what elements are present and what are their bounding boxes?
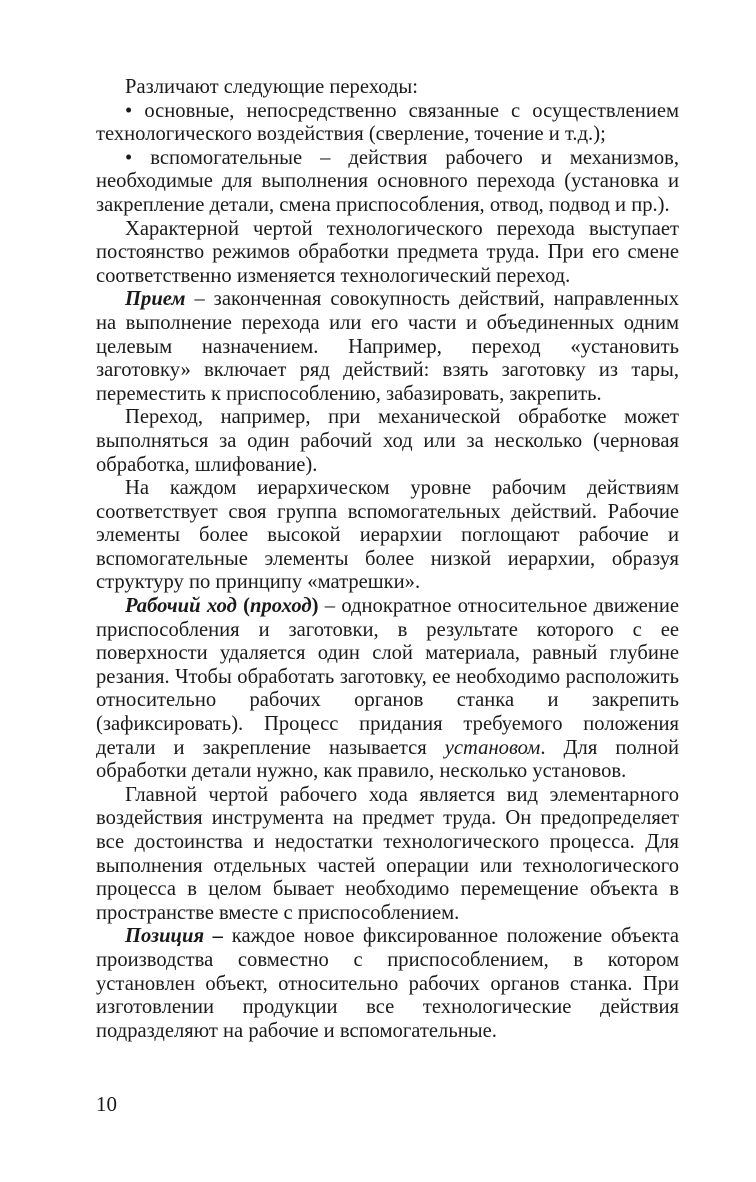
list-item-auxiliary	[96, 147, 679, 218]
bullet-icon: •	[125, 146, 133, 169]
paragraph-transition-feature: Характерной чертой технологического перехода выступает постоянство режимов обработки предмета труда. При его смене соответственно изменяется технологический переход.	[96, 217, 679, 287]
term-setup: установом	[444, 736, 541, 759]
term-priem: Прием	[125, 288, 186, 311]
paragraph-hierarchy: На каждом иерархическом уровне рабочим действиям соответствует своя группа вспомогательных действий. Рабочие элементы более высокой иерархии поглощают рабочие и вспомогательные элементы более низкой иерархии, образуя структуру по принципу «матрешки».	[96, 477, 679, 594]
term-pass: проход	[249, 595, 312, 618]
page-body	[96, 76, 679, 1043]
paragraph-working-stroke-text: – однократное относительное движение приспособления и заготовки, в результате которого с ее поверхности удаляется один слой материала, равный глубине резания. Чтобы обработать заготовку, ее необходимо расположить относительно рабочих органов станка и закрепить (зафиксировать). Процесс придания требуемого положения детали и закрепление называется	[96, 595, 679, 759]
list-item-auxiliary-text: вспомогательные – действия рабочего и механизмов, необходимые для выполнения основного перехода (установка и закрепление детали, смена приспособления, отвод, подвод и пр.).	[96, 146, 679, 216]
paren-close: )	[311, 595, 319, 618]
paragraph-intro: Различают следующие переходы:	[125, 76, 418, 98]
term-working-stroke: Рабочий ход	[125, 595, 237, 618]
list-item-main	[96, 100, 679, 147]
paragraph-position-text: каждое новое фиксированное положение объекта производства совместно с приспособлением, в котором установлен объект, относительно рабочих органов станка. При изготовлении продукции все технологические действия подразделяют на рабочие и вспомогательные.	[96, 925, 680, 1042]
term-position: Позиция –	[125, 925, 224, 948]
paragraph-transition-example: Переход, например, при механической обработке может выполняться за один рабочий ход или за несколько (черновая обработка, шлифование).	[96, 406, 679, 476]
list-item-main-text: основные, непосредственно связанные с осуществлением технологического воздействия (сверление, точение и т.д.);	[96, 99, 679, 146]
paragraph-working-stroke	[96, 595, 679, 784]
paragraph-priem-text: – законченная совокупность действий, направленных на выполнение перехода или его части и объединенных одним целевым назначением. Например, переход «установить заготовку» включает ряд действий: взять заготовку из тары, переместить к приспособлению, забазировать, закрепить.	[96, 288, 679, 405]
paragraph-priem	[96, 288, 679, 406]
paragraph-working-stroke-text-end: . Для полной обработки детали нужно, как правило, несколько установов.	[96, 736, 680, 783]
paren-open: (	[236, 595, 250, 618]
bullet-icon: •	[125, 99, 133, 122]
page-number: 10	[96, 1092, 117, 1116]
paragraph-main-feature: Главной чертой рабочего хода является вид элементарного воздействия инструмента на предмет труда. Он предопределяет все достоинства и недостатки технологического процесса. Для выполнения отдельных частей операции или технологического процесса в целом бывает необходимо перемещение объекта в пространстве вместе с приспособлением.	[96, 783, 679, 924]
paragraph-position	[96, 925, 679, 1043]
